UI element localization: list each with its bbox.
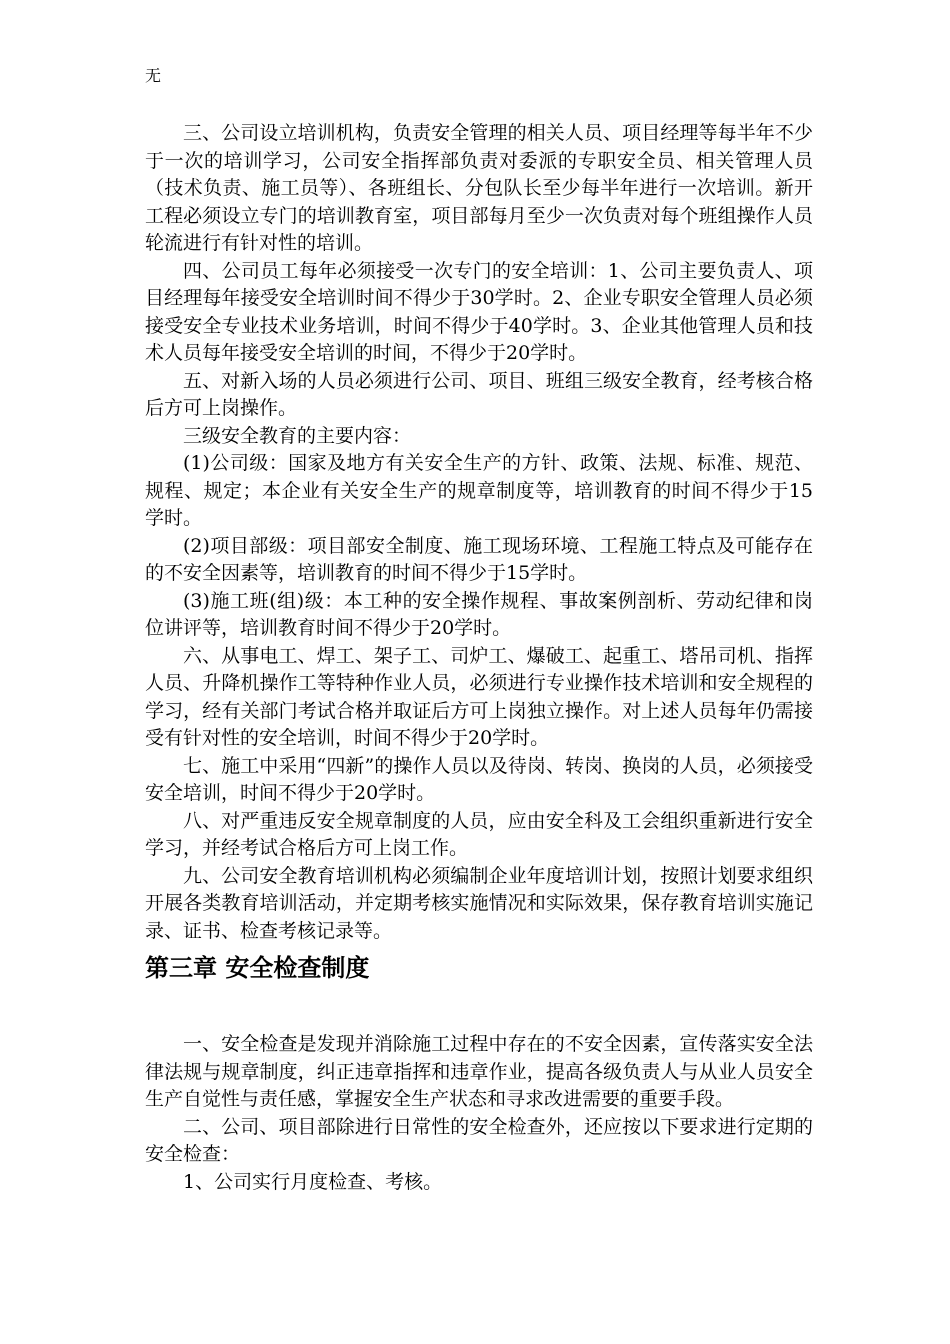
paragraph: (1)公司级：国家及地方有关安全生产的方针、政策、法规、标准、规范、规程、规定；本企业有关安全生产的规章制度等，培训教育的时间不得少于15学时。	[145, 452, 813, 529]
paragraph: 七、施工中采用“四新”的操作人员以及待岗、转岗、换岗的人员，必须接受安全培训，时间不得少于20学时。	[145, 754, 813, 804]
paragraph: 九、公司安全教育培训机构必须编制企业年度培训计划，按照计划要求组织开展各类教育培训活动，并定期考核实施情况和实际效果，保存教育培训实施记录、证书、检查考核记录等。	[145, 864, 813, 942]
paragraph: 八、对严重违反安全规章制度的人员，应由安全科及工会组织重新进行安全学习，并经考试合格后方可上岗工作。	[145, 809, 813, 859]
paragraph: 一、安全检查是发现并消除施工过程中存在的不安全因素，宣传落实安全法律法规与规章制度，纠正违章指挥和违章作业，提高各级负责人与从业人员安全生产自觉性与责任感，掌握安全生产状态和寻求改进需要的重要手段。	[145, 1033, 813, 1110]
paragraph: (3)施工班(组)级：本工种的安全操作规程、事故案例剖析、劳动纪律和岗位讲评等，培训教育时间不得少于20学时。	[145, 589, 813, 639]
paragraph: 二、公司、项目部除进行日常性的安全检查外，还应按以下要求进行定期的安全检查：	[145, 1115, 813, 1165]
page-header-mark: 无	[145, 66, 162, 85]
training-section	[145, 120, 813, 945]
paragraph: 三、公司设立培训机构，负责安全管理的相关人员、项目经理等每半年不少于一次的培训学习，公司安全指挥部负责对委派的专职安全员、相关管理人员（技术负责、施工员等）、各班组长、分包队长至少每半年进行一次培训。新开工程必须设立专门的培训教育室，项目部每月至少一次负责对每个班组操作人员轮流进行有针对性的培训。	[145, 122, 813, 254]
paragraph: 四、公司员工每年必须接受一次专门的安全培训：1、公司主要负责人、项目经理每年接受安全培训时间不得少于30学时。2、企业专职安全管理人员必须接受安全专业技术业务培训，时间不得少于40学时。3、企业其他管理人员和技术人员每年接受安全培训的时间，不得少于20学时。	[145, 259, 813, 364]
paragraph: (2)项目部级：项目部安全制度、施工现场环境、工程施工特点及可能存在的不安全因素等，培训教育的时间不得少于15学时。	[145, 534, 813, 584]
paragraph: 三级安全教育的主要内容：	[183, 424, 412, 447]
inspection-section	[145, 1031, 813, 1196]
paragraph: 1、公司实行月度检查、考核。	[183, 1170, 443, 1193]
paragraph: 六、从事电工、焊工、架子工、司炉工、爆破工、起重工、塔吊司机、指挥人员、升降机操作工等特种作业人员，必须进行专业操作技术培训和安全规程的学习，经有关部门考试合格并取证后方可上岗独立操作。对上述人员每年仍需接受有针对性的安全培训，时间不得少于20学时。	[145, 644, 813, 749]
paragraph: 五、对新入场的人员必须进行公司、项目、班组三级安全教育，经考核合格后方可上岗操作。	[145, 369, 813, 419]
chapter-heading: 第三章 安全检查制度	[145, 954, 370, 982]
